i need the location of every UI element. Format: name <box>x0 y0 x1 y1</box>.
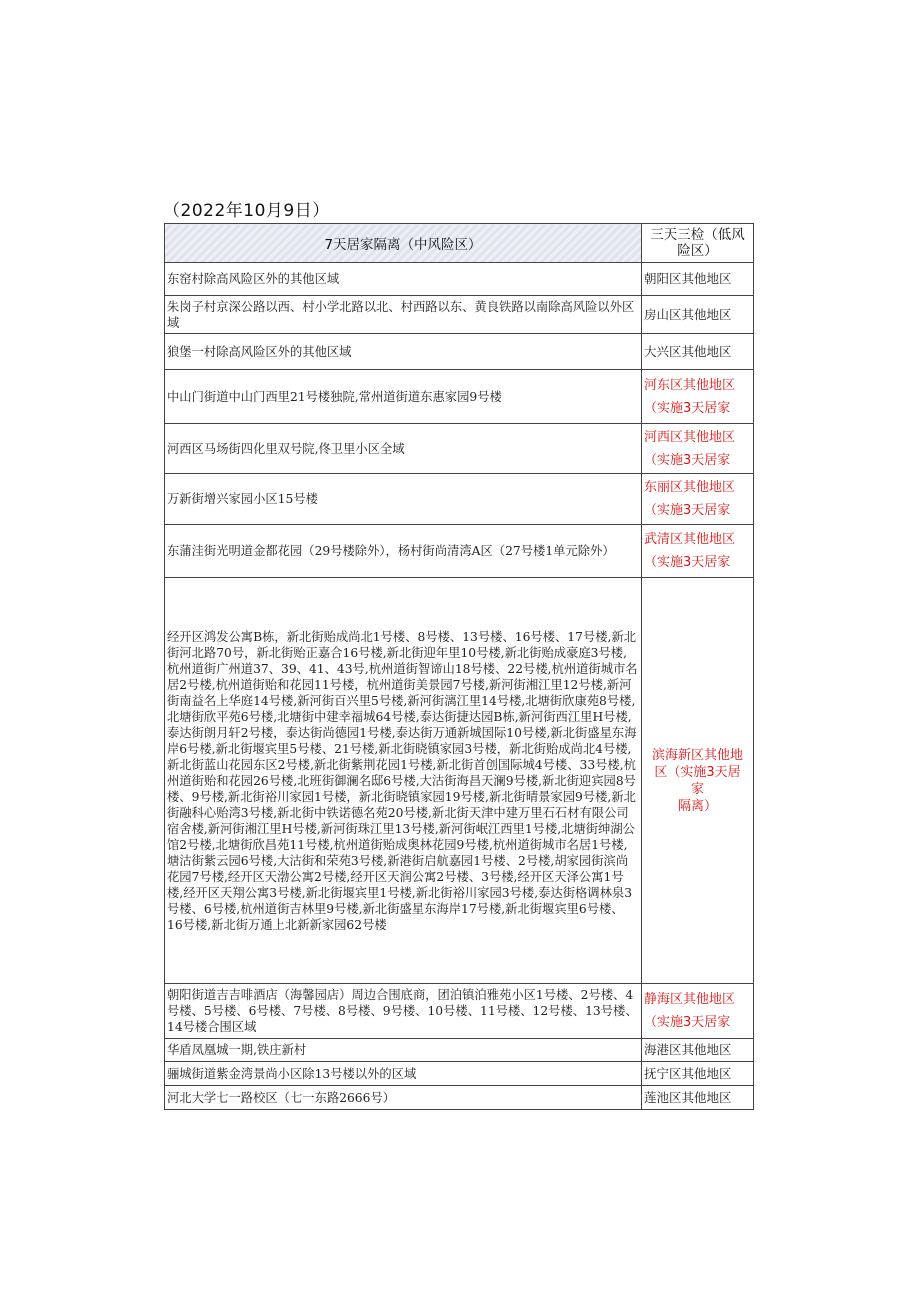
table-header-row <box>165 224 754 263</box>
area-cell: 狼堡一村除高风险区外的其他区域 <box>165 334 642 370</box>
table-row <box>165 525 754 578</box>
area-cell: 经开区鸿发公寓B栋，新北街贻成尚北1号楼、8号楼、13号楼、16号楼、17号楼,新北街河北路70号，新北街贻正嘉合16号楼,新北街迎年里10号楼,新北街贻成豪庭3号楼,杭州道街广州道37、39、41、43号,杭州道街智谛山18号楼、22号楼,杭州道街城市名居2号楼,杭州道街贻和花园11号楼，杭州道街美景园7号楼,新河街湘江里12号楼,新河街南益名上华庭14号楼,新河街百兴里5号楼,新河街漓江里14号楼,北塘街欣康苑8号楼,北塘街欣平苑6号楼,北塘街中建幸福城64号楼,泰达街捷达园B栋,新河街西江里H号楼,泰达街朗月轩2号楼，泰达街尚德园1号楼,泰达街万通新城国际10号楼,新北街盛星东海岸6号楼,新北街堰宾里5号楼、21号楼,新北街晓镇家园3号楼，新北街贻成尚北4号楼,新北街蓝山花园东区2号楼,新北街紫荆花园1号楼,新北街首创国际城4号楼、33号楼,杭州道街贻和花园26号楼,北班街御澜名邸6号楼,大沽街海昌天澜9号楼,新北街迎宾园8号楼、9号楼,新北街裕川家园1号楼，新北街晓镇家园19号楼,新北街晴景家园9号楼,新北街融科心贻湾3号楼,新北街中铁诺德名苑20号楼,新北街天津中建万里石石材有限公司宿舍楼,新河街湘江里H号楼,新河街珠江里13号楼,新河街岷江西里1号楼,北塘街绅湖公馆2号楼,北塘街欣昌苑11号楼,杭州道街贻成奥林花园9号楼,杭州道街城市名居1号楼,塘沽街紫云园6号楼,大沽街和荣苑3号楼,新港街启航嘉园1号楼、2号楼,胡家园街滨尚花园7号楼,经开区天渤公寓2号楼,经开区天润公寓2号楼、3号楼,经开区天泽公寓1号楼,经开区天翔公寓3号楼,新北街堰宾里1号楼,新北街裕川家园3号楼,泰达街格调林泉3号楼、6号楼,杭州道街吉林里9号楼,新北街盛星东海岸17号楼,新北街堰宾里6号楼、16号楼,新北街万通上北新新家园62号楼 <box>165 578 642 984</box>
location-cell <box>642 370 754 424</box>
header-medium-risk: 7天居家隔离（中风险区） <box>165 224 642 263</box>
header-low-risk <box>642 224 754 263</box>
table-row <box>165 984 754 1039</box>
table-row <box>165 370 754 424</box>
location-line1: 东丽区其他地区 <box>644 480 736 495</box>
area-cell: 华盾凤凰城一期,铁庄新村 <box>165 1039 642 1062</box>
location-cell: 朝阳区其他地区 <box>642 263 754 296</box>
location-line1: 河西区其他地区 <box>644 429 736 445</box>
area-cell: 骊城街道紫金湾景尚小区除13号楼以外的区域 <box>165 1062 642 1086</box>
location-line2: （实施3天居家 <box>644 452 731 468</box>
table-row <box>165 263 754 296</box>
location-line1: 静海区其他地区 <box>644 992 736 1007</box>
location-line1: 武清区其他地区 <box>644 532 736 547</box>
risk-area-table <box>164 223 754 1110</box>
area-cell: 河北大学七一路校区（七一东路2666号） <box>165 1086 642 1110</box>
location-cell: 海港区其他地区 <box>642 1039 754 1062</box>
location-line2: （实施3天居家 <box>644 555 731 570</box>
area-cell: 万新街增兴家园小区15号楼 <box>165 474 642 525</box>
location-line4: 隔离） <box>677 798 717 814</box>
header-low-risk-line1: 三天三检（低风 <box>650 227 745 243</box>
location-cell <box>642 578 754 984</box>
location-line2: （实施3天居家 <box>644 1015 731 1030</box>
location-cell <box>642 474 754 525</box>
table-row <box>165 1039 754 1062</box>
table-row <box>165 1062 754 1086</box>
location-cell: 房山区其他地区 <box>642 296 754 334</box>
area-cell: 河西区马场街四化里双号院,佟卫里小区全域 <box>165 424 642 474</box>
area-cell: 朱岗子村京深公路以西、村小学北路以北、村西路以东、黄良铁路以南除高风险以外区域 <box>165 296 642 334</box>
location-line2: （实施3天居家 <box>644 503 731 518</box>
table-row <box>165 578 754 984</box>
date-line: （2022年10月9日） <box>163 201 330 221</box>
location-cell <box>642 984 754 1039</box>
location-line1: 河东区其他地区 <box>644 377 736 393</box>
table-row <box>165 334 754 370</box>
area-cell: 中山门街道中山门西里21号楼独院,常州道街道东惠家园9号楼 <box>165 370 642 424</box>
table-row <box>165 296 754 334</box>
location-line1: 滨海新区其他地 <box>651 747 743 763</box>
table-row <box>165 474 754 525</box>
location-cell <box>642 525 754 578</box>
location-cell: 大兴区其他地区 <box>642 334 754 370</box>
area-cell: 东蒲洼街光明道金都花园（29号楼除外），杨村街尚清湾A区（27号楼1单元除外） <box>165 525 642 578</box>
header-low-risk-line2: 险区） <box>677 243 718 259</box>
location-line2: （实施3天居家 <box>644 400 731 416</box>
location-cell: 抚宁区其他地区 <box>642 1062 754 1086</box>
area-cell: 东窑村除高风险区外的其他区域 <box>165 263 642 296</box>
area-cell: 朝阳街道吉吉啡酒店（海馨园店）周边合围底商，团泊镇泊雅苑小区1号楼、2号楼、4号楼、5号楼、6号楼、7号楼、8号楼、9号楼、10号楼、11号楼、12号楼、13号楼、14号楼合围区域 <box>165 984 642 1039</box>
table-row <box>165 424 754 474</box>
location-line2: 区（实施3天居 <box>654 764 741 780</box>
table-row <box>165 1086 754 1110</box>
location-cell: 莲池区其他地区 <box>642 1086 754 1110</box>
location-cell <box>642 424 754 474</box>
location-line3: 家 <box>690 781 704 797</box>
